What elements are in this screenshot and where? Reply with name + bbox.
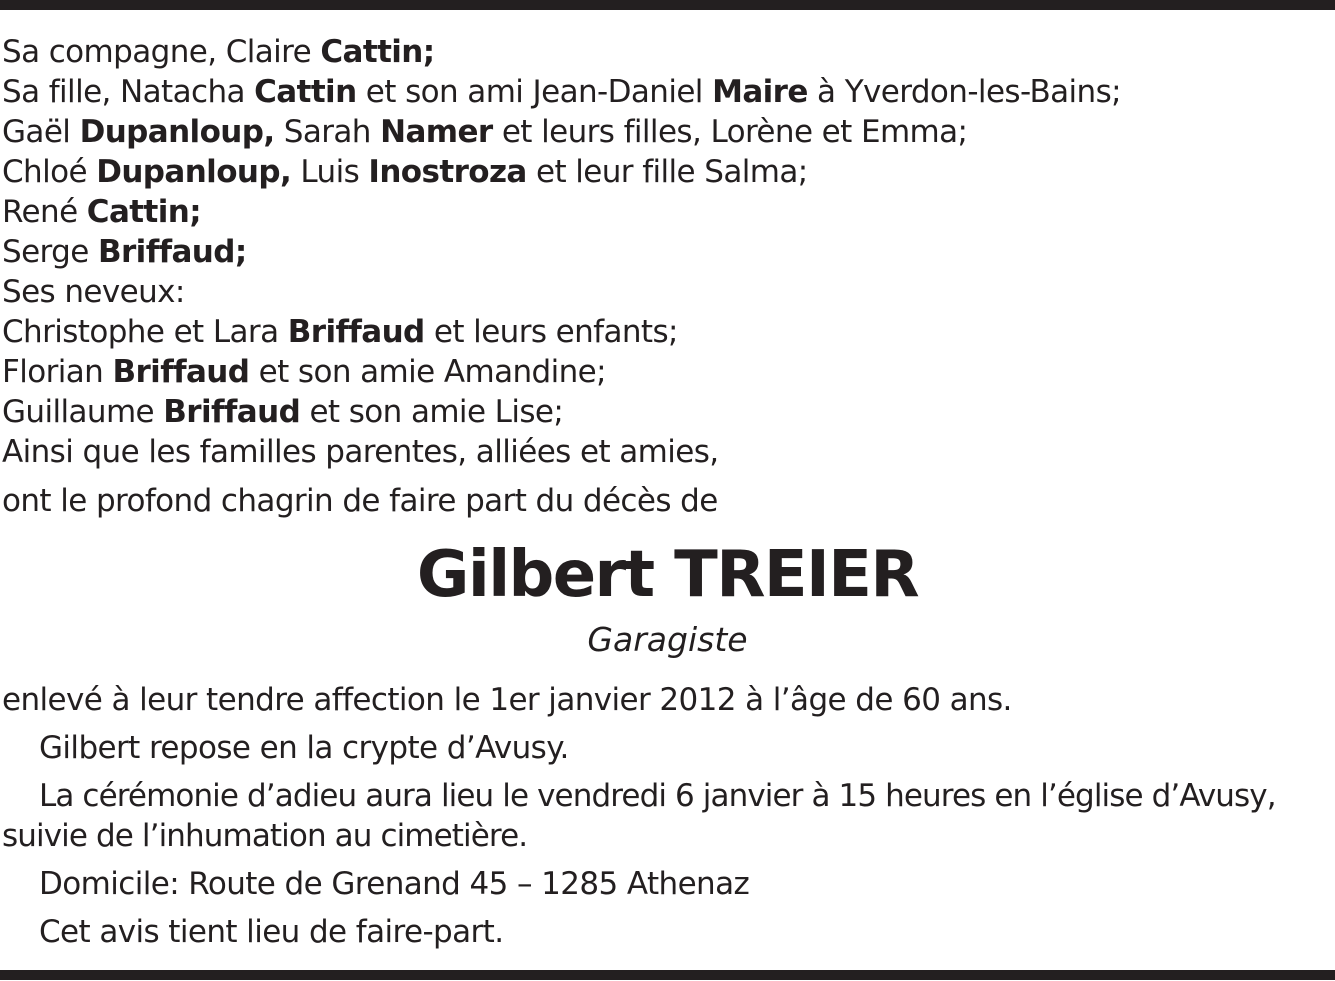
family-line — [2, 112, 1332, 152]
domicile-address: Domicile: Route de Grenand 45 – 1285 Athenaz — [39, 866, 750, 902]
family-line — [2, 432, 1332, 472]
family-text: et leur fille Salma; — [526, 154, 808, 190]
family-surname: Briffaud — [163, 394, 301, 430]
resting-place: Gilbert repose en la crypte d’Avusy. — [39, 730, 569, 766]
family-surname: Namer — [380, 114, 493, 150]
family-text: et son ami Jean-Daniel — [356, 74, 713, 110]
family-line — [2, 392, 1332, 432]
family-surname: Maire — [712, 74, 808, 110]
family-text: Guillaume — [2, 394, 164, 430]
family-text: Ainsi que les familles parentes, alliées et amies, — [2, 434, 719, 470]
family-surname: Briffaud; — [97, 234, 247, 270]
family-surname: Dupanloup, — [79, 114, 275, 150]
family-surname: Cattin; — [320, 34, 435, 70]
family-surname: Briffaud — [287, 314, 425, 350]
family-text: Sarah — [274, 114, 381, 150]
family-text: René — [2, 194, 87, 230]
faire-part-notice: Cet avis tient lieu de faire-part. — [39, 914, 504, 950]
family-line — [2, 32, 1332, 72]
family-text: Serge — [2, 234, 98, 270]
family-surname: Cattin; — [86, 194, 201, 230]
family-line — [2, 352, 1332, 392]
family-text: Sa compagne, Claire — [2, 34, 321, 70]
family-text: et leurs filles, Lorène et Emma; — [492, 114, 968, 150]
notice-details — [2, 680, 1334, 952]
family-text: à Yverdon-les-Bains; — [807, 74, 1121, 110]
bottom-rule — [0, 970, 1335, 980]
family-surname: Cattin — [254, 74, 357, 110]
family-line — [2, 72, 1332, 112]
family-line — [2, 272, 1332, 312]
family-text: Florian — [2, 354, 113, 390]
ceremony-info: La cérémonie d’adieu aura lieu le vendredi 6 janvier à 15 heures en l’église d’Avusy, suivie de l’inhumation au cimetière. — [2, 778, 1276, 854]
top-rule — [0, 0, 1335, 10]
family-line — [2, 312, 1332, 352]
family-text: Christophe et Lara — [2, 314, 288, 350]
deceased-occupation: Garagiste — [587, 620, 748, 659]
family-text: Sa fille, Natacha — [2, 74, 255, 110]
family-text: et leurs enfants; — [424, 314, 678, 350]
family-text: Ses neveux: — [2, 274, 185, 310]
family-line — [2, 152, 1332, 192]
family-text: Luis — [291, 154, 369, 190]
family-surname: Dupanloup, — [96, 154, 292, 190]
family-text: et son amie Amandine; — [249, 354, 606, 390]
family-text: Chloé — [2, 154, 97, 190]
family-line — [2, 232, 1332, 272]
death-statement: enlevé à leur tendre affection le 1er janvier 2012 à l’âge de 60 ans. — [2, 682, 1012, 718]
family-text: et son amie Lise; — [300, 394, 564, 430]
deceased-name: Gilbert TREIER — [416, 538, 919, 612]
family-list — [2, 32, 1332, 472]
announcement-intro: ont le profond chagrin de faire part du décès de — [2, 483, 718, 519]
family-surname: Briffaud — [112, 354, 250, 390]
family-surname: Inostroza — [368, 154, 527, 190]
family-line — [2, 192, 1332, 232]
family-text: Gaël — [2, 114, 80, 150]
